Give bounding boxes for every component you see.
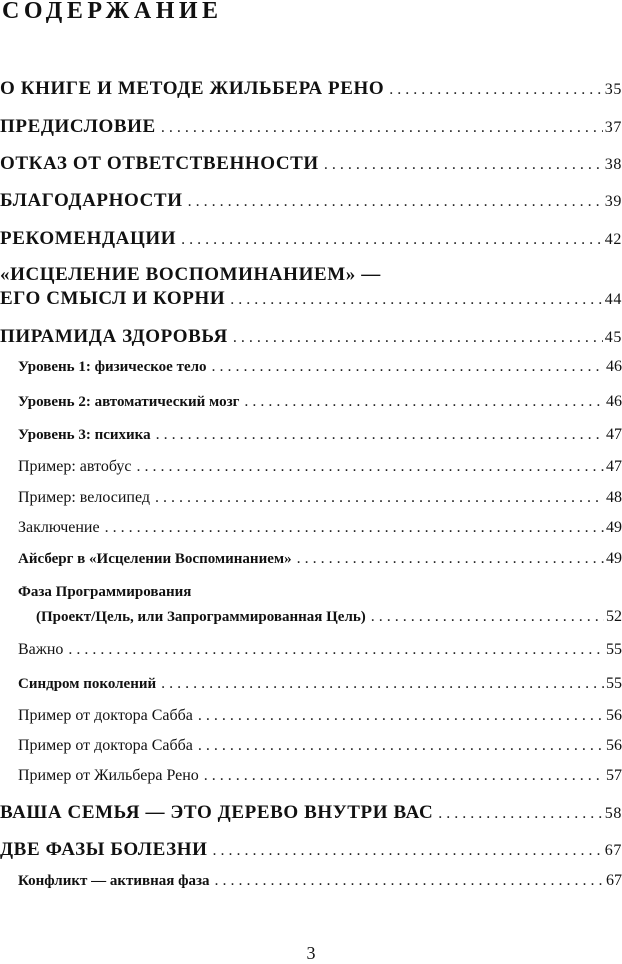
toc-entry	[0, 839, 622, 861]
toc-entry-page: 58	[604, 805, 622, 822]
toc-entry-page: 67	[604, 842, 622, 859]
dot-leader	[198, 707, 604, 725]
toc-entry-title-line1: «ИСЦЕЛЕНИЕ ВОСПОМИНАНИЕМ» —	[0, 264, 381, 285]
toc-entry	[0, 228, 622, 250]
toc-subentry	[0, 608, 622, 626]
toc-entry	[0, 78, 622, 100]
toc-subentry	[0, 767, 622, 785]
dot-leader	[161, 119, 603, 137]
toc-entry	[0, 326, 622, 348]
toc-entry-title: Заключение	[18, 519, 100, 536]
dot-leader	[181, 231, 603, 249]
toc-entry-title: (Проект/Цель, или Запрограммированная Цель)	[36, 609, 366, 625]
toc-subentry	[0, 393, 622, 411]
toc-entry-page: 45	[604, 329, 622, 346]
toc-entry-page: 56	[606, 707, 622, 724]
dot-leader	[212, 358, 604, 376]
toc-entry-page: 37	[604, 119, 622, 136]
dot-leader	[68, 641, 604, 659]
dot-leader	[215, 872, 604, 890]
toc-entry	[0, 288, 622, 310]
toc-entry-title: ПРЕДИСЛОВИЕ	[0, 116, 156, 137]
toc-subentry	[0, 872, 622, 890]
dot-leader	[204, 767, 604, 785]
toc-entry	[0, 153, 622, 175]
toc-entry-title: Конфликт — активная фаза	[18, 873, 210, 889]
toc-entry-title-line1: Фаза Программирования	[18, 584, 192, 600]
toc-entry-title: ЕГО СМЫСЛ И КОРНИ	[0, 288, 226, 309]
toc-subentry	[0, 426, 622, 444]
toc-entry-page: 46	[606, 393, 622, 410]
dot-leader	[297, 550, 604, 568]
toc-entry-title: Уровень 1: физическое тело	[18, 359, 207, 375]
toc-entry-page: 35	[604, 81, 622, 98]
toc-entry-title: ПИРАМИДА ЗДОРОВЬЯ	[0, 326, 228, 347]
dot-leader	[371, 608, 604, 626]
dot-leader	[136, 458, 604, 476]
toc-entry-page: 39	[604, 193, 622, 210]
dot-leader	[188, 193, 603, 211]
toc-entry-page: 57	[606, 767, 622, 784]
toc-entry-title: О КНИГЕ И МЕТОДЕ ЖИЛЬБЕРА РЕНО	[0, 78, 385, 99]
dot-leader	[324, 156, 603, 174]
toc-entry-page: 49	[606, 550, 622, 567]
dot-leader	[155, 489, 604, 507]
toc-entry-page: 67	[606, 872, 622, 889]
toc-entry	[0, 116, 622, 138]
toc-entry-page: 47	[606, 458, 622, 475]
toc-entry-title: Важно	[18, 641, 64, 658]
toc-subentry	[0, 737, 622, 755]
toc-entry-title: ОТКАЗ ОТ ОТВЕТСТВЕННОСТИ	[0, 153, 319, 174]
toc-entry-page: 44	[604, 291, 622, 308]
toc-entry-title: РЕКОМЕНДАЦИИ	[0, 228, 177, 249]
dot-leader	[230, 291, 603, 309]
toc-entry-title: Уровень 3: психика	[18, 427, 151, 443]
toc-entry-page: 47	[606, 426, 622, 443]
toc-entry-title: Уровень 2: автоматический мозг	[18, 394, 240, 410]
dot-leader	[438, 805, 603, 823]
toc-subentry	[0, 641, 622, 659]
toc-entry-title: Пример от доктора Сабба	[18, 737, 193, 754]
toc-entry-title: Айсберг в «Исцелении Воспоминанием»	[18, 551, 292, 567]
toc-subentry	[0, 707, 622, 725]
dot-leader	[156, 426, 604, 444]
dot-leader	[233, 329, 603, 347]
dot-leader	[244, 393, 604, 411]
toc-entry-page: 55	[606, 641, 622, 658]
toc-entry-page: 55	[606, 675, 622, 692]
toc-subentry	[0, 550, 622, 568]
toc-entry-title: Пример: велосипед	[18, 489, 150, 506]
toc-entry-title: Пример от доктора Сабба	[18, 707, 193, 724]
dot-leader	[105, 519, 604, 537]
toc-entry-page: 48	[606, 489, 622, 506]
toc-entry-page: 46	[606, 358, 622, 375]
dot-leader	[198, 737, 604, 755]
page-number: 3	[306, 943, 316, 963]
contents-heading: СОДЕРЖАНИЕ	[2, 0, 223, 24]
toc-entry-title: Синдром поколений	[18, 676, 157, 692]
toc-entry-title: ВАША СЕМЬЯ — ЭТО ДЕРЕВО ВНУТРИ ВАС	[0, 802, 434, 823]
toc-subentry	[0, 358, 622, 376]
toc-subentry	[0, 458, 622, 476]
toc-entry	[0, 802, 622, 824]
toc-subentry	[0, 675, 622, 693]
toc-entry-title: Пример от Жильбера Рено	[18, 767, 199, 784]
dot-leader	[213, 842, 603, 860]
toc-entry	[0, 190, 622, 212]
toc-entry-title: БЛАГОДАРНОСТИ	[0, 190, 183, 211]
toc-entry-page: 56	[606, 737, 622, 754]
toc-entry-title: Пример: автобус	[18, 458, 132, 475]
toc-subentry	[0, 519, 622, 537]
toc-entry-title: ДВЕ ФАЗЫ БОЛЕЗНИ	[0, 839, 208, 860]
toc-entry-page: 49	[606, 519, 622, 536]
toc-entry-page: 42	[604, 231, 622, 248]
toc-entry-page: 38	[604, 156, 622, 173]
toc-entry-page: 52	[606, 608, 622, 625]
toc-subentry	[0, 489, 622, 507]
dot-leader	[389, 81, 603, 99]
dot-leader	[161, 675, 604, 693]
